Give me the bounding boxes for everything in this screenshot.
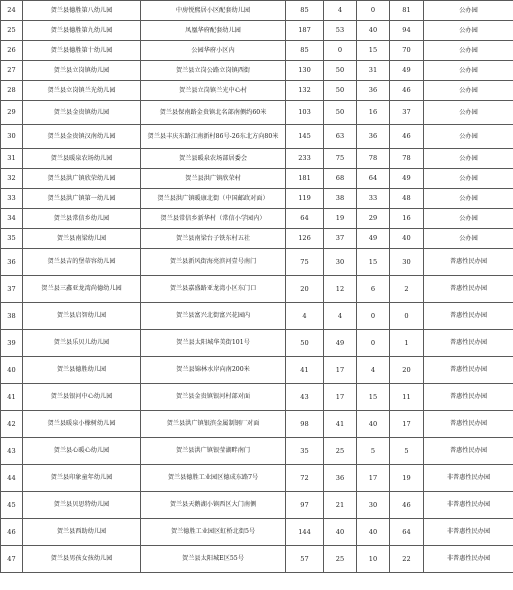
row-number-cell: 24 [1,1,23,21]
address-cell: 贺兰德胜工业园区虹桥北街5号 [141,519,286,546]
row-number-cell: 27 [1,61,23,81]
count-cell-4: 19 [390,465,424,492]
school-type-cell: 公办园 [424,81,513,101]
kindergarten-name-cell: 贺兰县德胜第八幼儿园 [23,1,141,21]
count-cell-2: 4 [324,303,357,330]
count-cell-1: 145 [286,125,324,149]
count-cell-4: 49 [390,169,424,189]
count-cell-1: 85 [286,41,324,61]
count-cell-2: 19 [324,209,357,229]
row-number-cell: 29 [1,101,23,125]
count-cell-3: 33 [357,189,390,209]
school-type-cell: 公办园 [424,101,513,125]
count-cell-2: 63 [324,125,357,149]
address-cell: 贺兰县太阳城华美街101号 [141,330,286,357]
school-type-cell: 非普惠性民办园 [424,546,513,573]
row-number-cell: 44 [1,465,23,492]
address-cell: 贺兰县锦林水岸向南200米 [141,357,286,384]
count-cell-2: 40 [324,519,357,546]
kindergarten-name-cell: 贺兰县金贵镇汉南幼儿园 [23,125,141,149]
count-cell-1: 4 [286,303,324,330]
count-cell-1: 233 [286,149,324,169]
count-cell-4: 40 [390,229,424,249]
address-cell: 贺兰县立岗公路立岗镇西街 [141,61,286,81]
kindergarten-name-cell: 贺兰县贝思特幼儿园 [23,492,141,519]
kindergarten-name-cell: 贺兰县吉的堡蒂容幼儿园 [23,249,141,276]
school-type-cell: 公办园 [424,125,513,149]
address-cell: 贺兰县金贵镇银河村部对面 [141,384,286,411]
school-type-cell: 非普惠性民办园 [424,492,513,519]
count-cell-1: 64 [286,209,324,229]
count-cell-3: 4 [357,357,390,384]
count-cell-2: 4 [324,1,357,21]
count-cell-1: 57 [286,546,324,573]
count-cell-1: 43 [286,384,324,411]
count-cell-4: 11 [390,384,424,411]
table-row [1,303,513,330]
kindergarten-name-cell: 贺兰县立岗镇兰光幼儿园 [23,81,141,101]
count-cell-3: 17 [357,465,390,492]
count-cell-4: 2 [390,276,424,303]
count-cell-3: 40 [357,21,390,41]
count-cell-1: 20 [286,276,324,303]
school-type-cell: 普惠性民办园 [424,357,513,384]
count-cell-4: 81 [390,1,424,21]
table-row [1,229,513,249]
kindergarten-name-cell: 贺兰县南梁幼儿园 [23,229,141,249]
kindergarten-name-cell: 贺兰县立岗镇幼儿园 [23,61,141,81]
school-type-cell: 公办园 [424,189,513,209]
address-cell: 贺兰县太阳城E区55号 [141,546,286,573]
count-cell-4: 37 [390,101,424,125]
count-cell-3: 30 [357,492,390,519]
count-cell-3: 29 [357,209,390,229]
count-cell-2: 49 [324,330,357,357]
school-type-cell: 普惠性民办园 [424,249,513,276]
school-type-cell: 普惠性民办园 [424,384,513,411]
school-type-cell: 普惠性民办园 [424,411,513,438]
kindergarten-name-cell: 贺兰县男孩女孩幼儿园 [23,546,141,573]
kindergarten-name-cell: 贺兰县德胜幼儿园 [23,357,141,384]
address-cell: 贺兰县洪广镇暖康北街（中国邮政对面） [141,189,286,209]
address-cell: 贺兰县常信乡新华村（常信小学园内） [141,209,286,229]
table-row [1,41,513,61]
kindergarten-name-cell: 贺兰县暖泉农场幼儿园 [23,149,141,169]
table-row [1,357,513,384]
count-cell-2: 21 [324,492,357,519]
count-cell-2: 53 [324,21,357,41]
address-cell: 贺兰县富兴北街富兴花园内 [141,303,286,330]
row-number-cell: 25 [1,21,23,41]
count-cell-4: 20 [390,357,424,384]
table-row [1,169,513,189]
count-cell-3: 64 [357,169,390,189]
row-number-cell: 42 [1,411,23,438]
address-cell: 公园华府小区内 [141,41,286,61]
count-cell-3: 5 [357,438,390,465]
count-cell-4: 5 [390,438,424,465]
count-cell-1: 35 [286,438,324,465]
count-cell-1: 132 [286,81,324,101]
kindergarten-name-cell: 贺兰县银河中心幼儿园 [23,384,141,411]
count-cell-1: 85 [286,1,324,21]
count-cell-2: 30 [324,249,357,276]
table-row [1,125,513,149]
kindergarten-name-cell: 贺兰县印象童年幼儿园 [23,465,141,492]
row-number-cell: 33 [1,189,23,209]
table-row [1,149,513,169]
address-cell: 贺兰县暖泉农场部居委会 [141,149,286,169]
school-type-cell: 公办园 [424,209,513,229]
count-cell-4: 94 [390,21,424,41]
school-type-cell: 公办园 [424,149,513,169]
table-row [1,276,513,303]
count-cell-2: 50 [324,61,357,81]
row-number-cell: 34 [1,209,23,229]
count-cell-3: 36 [357,81,390,101]
count-cell-3: 16 [357,101,390,125]
kindergarten-name-cell: 贺兰县常信乡幼儿园 [23,209,141,229]
table-row [1,249,513,276]
kindergarten-name-cell: 贺兰县暖泉小橡树幼儿园 [23,411,141,438]
count-cell-2: 38 [324,189,357,209]
count-cell-4: 46 [390,81,424,101]
kindergarten-name-cell: 贺兰县金贵镇幼儿园 [23,101,141,125]
count-cell-4: 70 [390,41,424,61]
count-cell-1: 50 [286,330,324,357]
row-number-cell: 26 [1,41,23,61]
count-cell-3: 15 [357,384,390,411]
school-type-cell: 公办园 [424,61,513,81]
kindergarten-name-cell: 贺兰县德胜第九幼儿园 [23,21,141,41]
count-cell-4: 48 [390,189,424,209]
row-number-cell: 37 [1,276,23,303]
kindergarten-name-cell: 贺兰县心暖心幼儿园 [23,438,141,465]
table-row [1,384,513,411]
row-number-cell: 39 [1,330,23,357]
count-cell-4: 0 [390,303,424,330]
address-cell: 贺兰县嘉盛路亚龙湾小区东门口 [141,276,286,303]
table-row [1,411,513,438]
count-cell-2: 50 [324,101,357,125]
table-row [1,81,513,101]
count-cell-4: 46 [390,492,424,519]
table-row [1,519,513,546]
school-type-cell: 非普惠性民办园 [424,465,513,492]
count-cell-3: 40 [357,519,390,546]
address-cell: 贺兰县南梁台子铁东村五社 [141,229,286,249]
count-cell-3: 15 [357,249,390,276]
address-cell: 凤凰华府配套幼儿园 [141,21,286,41]
count-cell-4: 30 [390,249,424,276]
row-number-cell: 36 [1,249,23,276]
row-number-cell: 30 [1,125,23,149]
count-cell-3: 6 [357,276,390,303]
kindergarten-name-cell: 贺兰县西助幼儿园 [23,519,141,546]
kindergarten-name-cell: 贺兰县洪广镇第一幼儿园 [23,189,141,209]
count-cell-2: 25 [324,438,357,465]
school-type-cell: 普惠性民办园 [424,438,513,465]
count-cell-4: 22 [390,546,424,573]
address-cell: 贺兰县立岗镇兰光中心村 [141,81,286,101]
school-type-cell: 公办园 [424,1,513,21]
row-number-cell: 40 [1,357,23,384]
row-number-cell: 47 [1,546,23,573]
count-cell-1: 75 [286,249,324,276]
table-row [1,21,513,41]
row-number-cell: 38 [1,303,23,330]
kindergarten-name-cell: 贺兰县洪广镇欣荣幼儿园 [23,169,141,189]
count-cell-1: 181 [286,169,324,189]
count-cell-3: 15 [357,41,390,61]
count-cell-1: 98 [286,411,324,438]
school-type-cell: 普惠性民办园 [424,276,513,303]
count-cell-2: 75 [324,149,357,169]
count-cell-4: 49 [390,61,424,81]
count-cell-1: 126 [286,229,324,249]
kindergarten-name-cell: 贺兰县德胜第十幼儿园 [23,41,141,61]
table-row [1,330,513,357]
table-row [1,209,513,229]
count-cell-4: 64 [390,519,424,546]
count-cell-2: 68 [324,169,357,189]
school-type-cell: 公办园 [424,229,513,249]
address-cell: 贺兰县保南路金贵镇北名部南侧约60米 [141,101,286,125]
count-cell-1: 97 [286,492,324,519]
count-cell-3: 78 [357,149,390,169]
count-cell-1: 187 [286,21,324,41]
kindergarten-name-cell: 贺兰县三鑫亚龙湾尚德幼儿园 [23,276,141,303]
school-type-cell: 公办园 [424,41,513,61]
row-number-cell: 45 [1,492,23,519]
table-row [1,189,513,209]
count-cell-3: 10 [357,546,390,573]
table-row [1,438,513,465]
count-cell-1: 144 [286,519,324,546]
count-cell-4: 16 [390,209,424,229]
table-row [1,465,513,492]
address-cell: 贺兰县德胜工业园区德成东路7号 [141,465,286,492]
count-cell-2: 50 [324,81,357,101]
address-cell: 贺兰县新风街海亮滨河壹号南门 [141,249,286,276]
table-row [1,546,513,573]
count-cell-1: 41 [286,357,324,384]
count-cell-2: 17 [324,357,357,384]
count-cell-2: 25 [324,546,357,573]
table-row [1,492,513,519]
count-cell-2: 17 [324,384,357,411]
count-cell-3: 0 [357,1,390,21]
school-type-cell: 普惠性民办园 [424,330,513,357]
row-number-cell: 31 [1,149,23,169]
count-cell-4: 1 [390,330,424,357]
count-cell-3: 40 [357,411,390,438]
school-type-cell: 公办园 [424,21,513,41]
count-cell-4: 78 [390,149,424,169]
row-number-cell: 43 [1,438,23,465]
address-cell: 贺兰县洪广镇银滨金属制钢厂对面 [141,411,286,438]
address-cell: 贺兰县天鹅湖小镇西区大门南侧 [141,492,286,519]
table-row [1,101,513,125]
address-cell: 中房悦熙居小区配套幼儿园 [141,1,286,21]
table-row [1,61,513,81]
count-cell-1: 119 [286,189,324,209]
count-cell-1: 130 [286,61,324,81]
count-cell-3: 36 [357,125,390,149]
count-cell-4: 17 [390,411,424,438]
count-cell-1: 103 [286,101,324,125]
table-body [1,1,513,573]
row-number-cell: 32 [1,169,23,189]
count-cell-2: 36 [324,465,357,492]
count-cell-1: 72 [286,465,324,492]
address-cell: 贺兰县丰庆东路江南新村86号-26东北方向80米 [141,125,286,149]
address-cell: 贺兰县洪广镇银莹湖畔南门 [141,438,286,465]
count-cell-3: 0 [357,303,390,330]
table-row [1,1,513,21]
row-number-cell: 28 [1,81,23,101]
row-number-cell: 35 [1,229,23,249]
kindergarten-name-cell: 贺兰县乐贝儿幼儿园 [23,330,141,357]
count-cell-2: 0 [324,41,357,61]
row-number-cell: 41 [1,384,23,411]
address-cell: 贺兰县洪广镇欣荣村 [141,169,286,189]
count-cell-2: 41 [324,411,357,438]
count-cell-3: 49 [357,229,390,249]
count-cell-3: 31 [357,61,390,81]
count-cell-4: 46 [390,125,424,149]
school-type-cell: 普惠性民办园 [424,303,513,330]
count-cell-3: 0 [357,330,390,357]
school-type-cell: 公办园 [424,169,513,189]
kindergarten-name-cell: 贺兰县启智幼儿园 [23,303,141,330]
count-cell-2: 37 [324,229,357,249]
row-number-cell: 46 [1,519,23,546]
count-cell-2: 12 [324,276,357,303]
school-type-cell: 非普惠性民办园 [424,519,513,546]
